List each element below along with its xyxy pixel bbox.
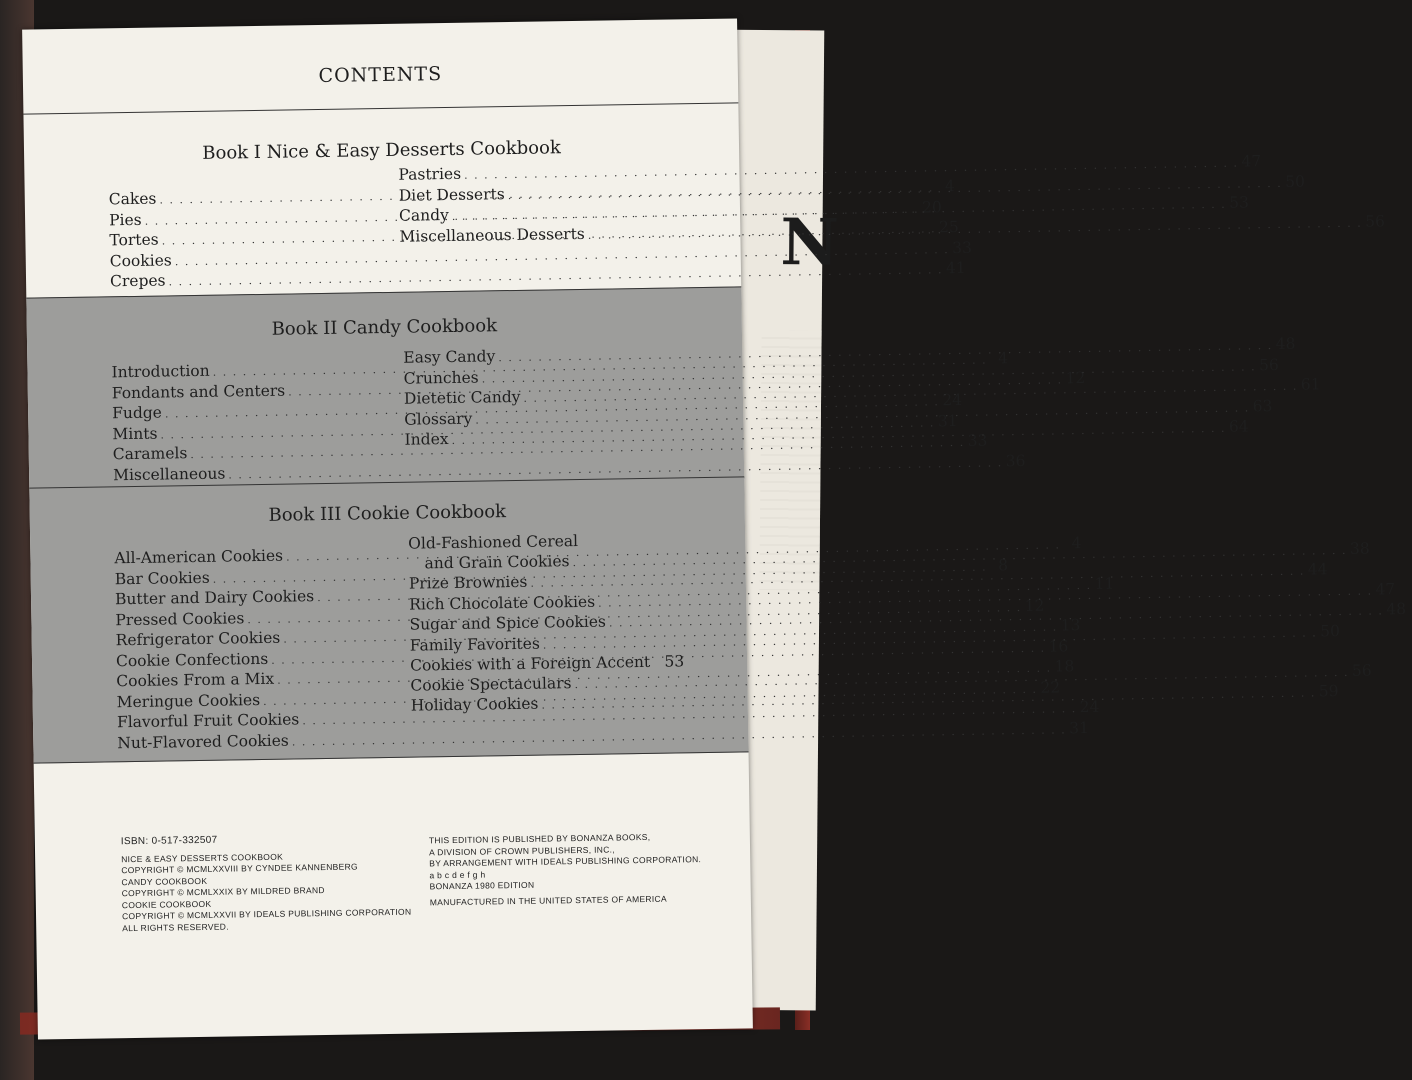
toc-entry[interactable]: Rich Chocolate Cookies . . . 47 <box>409 591 683 616</box>
book-3-section <box>29 476 1407 763</box>
copyright-line: CANDY COOKBOOK <box>121 875 208 887</box>
printing-line: a b c d e f g h <box>429 869 486 880</box>
edition-line: THIS EDITION IS PUBLISHED BY BONANZA BOOKS, <box>428 831 651 846</box>
copyright-line: COOKIE COOKBOOK <box>121 898 212 910</box>
copyright-block <box>121 832 413 935</box>
toc-entry[interactable]: Tortes . . . 25 <box>109 227 367 252</box>
facing-page-letter: N <box>780 205 840 281</box>
book-3-title: Book III Cookie Cookbook <box>268 501 507 526</box>
toc-entry[interactable]: and Grain Cookies . . . 38 <box>408 550 682 575</box>
toc-entry[interactable]: Cookies with a Foreign Accent 53 <box>410 652 685 675</box>
edition-block <box>429 831 730 909</box>
toc-entry[interactable]: Easy Candy . . . 48 <box>403 344 675 369</box>
copyright-line: NICE & EASY DESSERTS COOKBOOK <box>121 851 284 864</box>
edition-line: BONANZA 1980 EDITION <box>429 879 535 892</box>
copyright-line: COPYRIGHT © MCMLXXVIII BY CYNDEE KANNENBERG <box>121 861 358 876</box>
contents-page <box>22 18 1407 1039</box>
toc-entry[interactable]: Bar Cookies . . . 8 <box>115 566 377 591</box>
toc-entry[interactable]: Pastries . . . 47 <box>398 162 668 187</box>
toc-entry[interactable]: Cookies . . . 33 <box>110 248 368 273</box>
toc-entry[interactable]: Refrigerator Cookies . . . 13 <box>116 627 378 652</box>
book-2-title: Book II Candy Cookbook <box>271 315 498 340</box>
toc-entry[interactable]: Caramels . . . 33 <box>113 441 373 466</box>
toc-entry[interactable]: All-American Cookies . . . 4 <box>114 545 376 570</box>
toc-entry[interactable]: Index . . . 64 <box>404 426 676 451</box>
toc-entry[interactable]: Cookie Spectaculars . . . 56 <box>410 672 684 697</box>
book-1-title: Book I Nice & Easy Desserts Cookbook <box>202 137 561 164</box>
book-1-section <box>23 104 1386 297</box>
toc-entry[interactable]: Nut-Flavored Cookies . . . 31 <box>117 730 379 755</box>
book-2-section <box>26 286 1321 489</box>
toc-entry[interactable]: Candy . . . 53 <box>399 203 669 228</box>
toc-entry[interactable]: Introduction . . . 4 <box>111 359 371 384</box>
toc-entry[interactable]: Cakes . . . 4 <box>109 186 367 211</box>
toc-entry[interactable]: Mints . . . 31 <box>112 421 372 446</box>
edition-line: A DIVISION OF CROWN PUBLISHERS, INC., <box>428 843 615 857</box>
toc-entry[interactable]: Meringue Cookies . . . 22 <box>117 689 379 714</box>
copyright-line: COPYRIGHT © MCMLXXIX BY MILDRED BRAND <box>121 885 325 899</box>
toc-entry[interactable]: Holiday Cookies . . . 59 <box>411 692 685 717</box>
toc-entry[interactable]: Crepes . . . 41 <box>110 268 368 293</box>
toc-entry[interactable]: Pies . . . 20 <box>109 207 367 232</box>
isbn: ISBN: 0-517-332507 <box>120 834 218 848</box>
toc-entry[interactable]: Fudge . . . 24 <box>112 400 372 425</box>
page-title: CONTENTS <box>318 63 443 88</box>
edition-line: BY ARRANGEMENT WITH IDEALS PUBLISHING CORPORATION. <box>429 854 702 869</box>
toc-entry[interactable]: Prize Brownies . . . 44 <box>409 570 683 595</box>
copyright-line: ALL RIGHTS RESERVED. <box>122 921 229 933</box>
toc-entry[interactable]: Butter and Dairy Cookies . . . 11 <box>115 586 377 611</box>
toc-entry[interactable]: Flavorful Fruit Cookies . . . 24 <box>117 709 379 734</box>
toc-entry[interactable]: Cookies From a Mix . . . 18 <box>116 668 378 693</box>
toc-entry[interactable]: Fondants and Centers . . . 12 <box>112 380 372 405</box>
toc-entry[interactable]: Cookie Confections . . . 16 <box>116 648 378 673</box>
edition-line: MANUFACTURED IN THE UNITED STATES OF AMERICA <box>429 893 667 907</box>
toc-entry[interactable]: Glossary . . . 63 <box>404 406 676 431</box>
toc-entry-heading: Old-Fashioned Cereal <box>408 532 579 553</box>
copyright-line: COPYRIGHT © MCMLXXVII BY IDEALS PUBLISHING CORPORATION <box>121 906 412 922</box>
toc-entry[interactable]: Dietetic Candy . . . 61 <box>404 385 676 410</box>
toc-entry[interactable]: Pressed Cookies . . . 12 <box>115 607 377 632</box>
toc-entry[interactable]: Miscellaneous . . . 36 <box>113 462 373 487</box>
toc-entry[interactable]: Family Favorites . . . 50 <box>410 632 684 657</box>
toc-entry[interactable]: Sugar and Spice Cookies . . . 48 <box>409 611 683 636</box>
toc-entry[interactable]: Miscellaneous Desserts . . . 56 <box>399 223 669 248</box>
toc-entry[interactable]: Crunches . . . 56 <box>403 365 675 390</box>
toc-entry[interactable]: Diet Desserts . . . 50 <box>399 182 669 207</box>
